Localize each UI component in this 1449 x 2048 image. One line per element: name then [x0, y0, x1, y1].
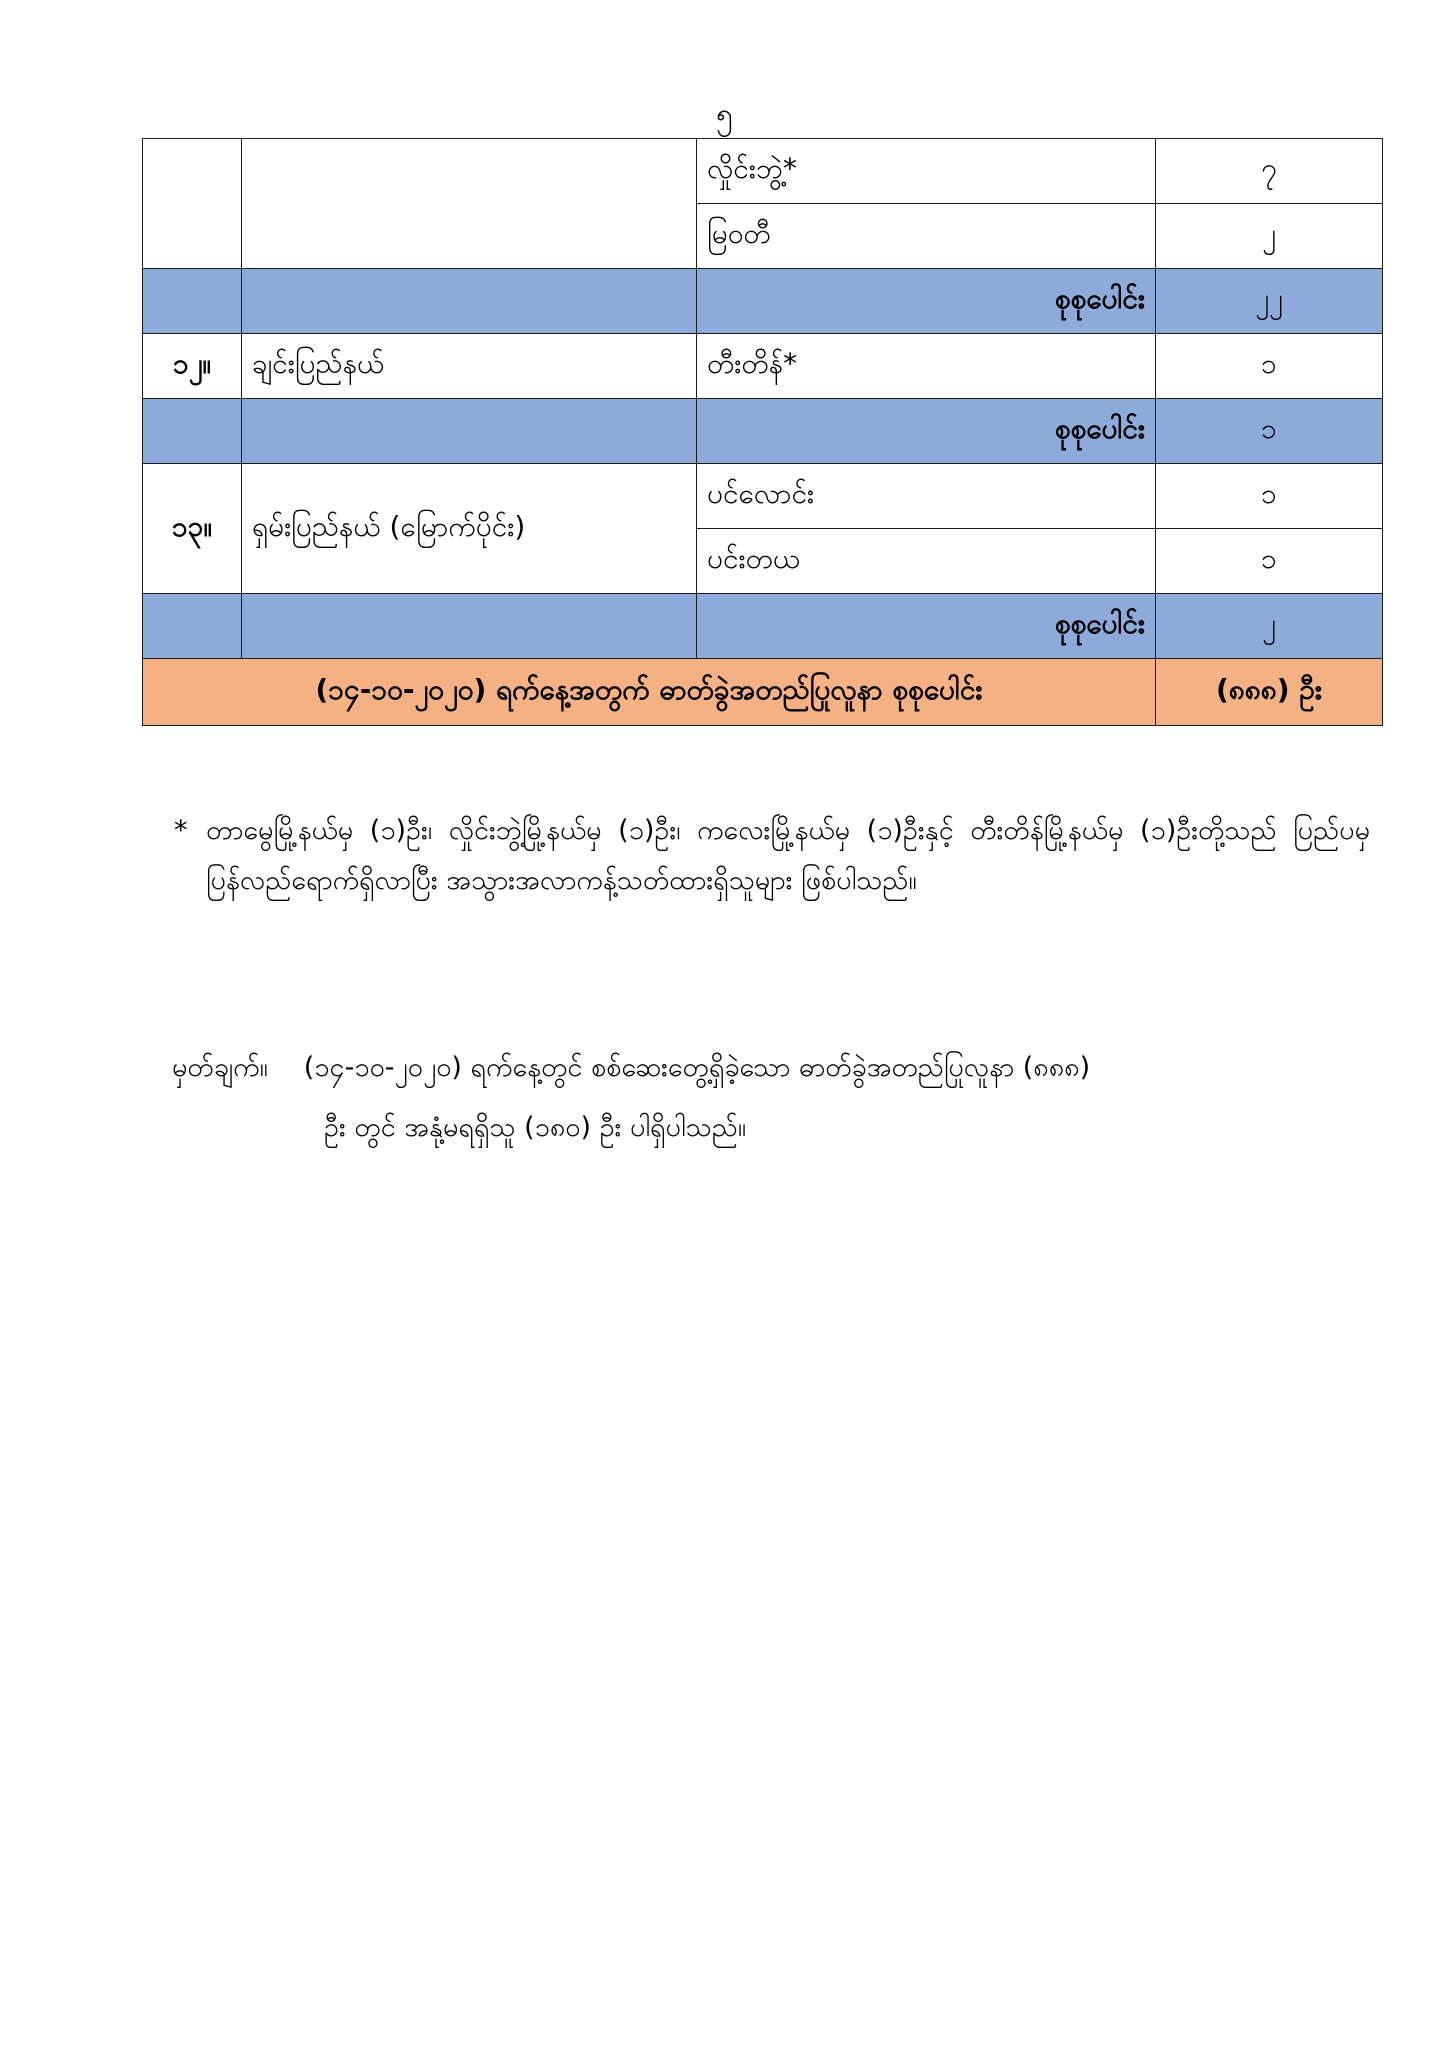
remark-label: မှတ်ချက်။	[172, 1052, 268, 1083]
township-cell: လှိုင်းဘွဲ့*	[697, 139, 1156, 204]
footnote-text: တာမွေမြို့နယ်မှ (၁)ဦး၊ လှိုင်းဘွဲ့မြို့နယ်မှ (၁)ဦး၊ ကလေးမြို့နယ်မှ (၁)ဦးနှင့် တီးတိန်မြို့နယ်မှ (၁)ဦးတို့သည် ပြည်ပမှ ပြန်လည်ရောက်ရှိလာပြီး အသွားအလာကန့်သတ်ထားရှိသူများ ဖြစ်ပါသည်။	[206, 815, 1370, 896]
township-cell: ပင်လောင်း	[697, 464, 1156, 529]
township-cell: မြဝတီ	[697, 204, 1156, 269]
township-cell: တီးတိန်*	[697, 334, 1156, 399]
subtotal-value: ၂၂	[1156, 269, 1383, 334]
count-cell: ၁	[1156, 464, 1383, 529]
empty-cell	[242, 399, 697, 464]
footnote-marker: *	[174, 815, 188, 846]
remark-line-1	[172, 1038, 1370, 1098]
grand-total-label: (၁၄-၁၀-၂၀၂၀) ရက်နေ့အတွက် ဓာတ်ခွဲအတည်ပြုလူနာ စုစုပေါင်း	[143, 659, 1156, 726]
subtotal-row	[143, 269, 1383, 334]
grand-total-value: (၈၈၈) ဦး	[1156, 659, 1383, 726]
empty-cell	[143, 269, 242, 334]
subtotal-label: စုစုပေါင်း	[697, 594, 1156, 659]
remark-text-1: (၁၄-၁၀-၂၀၂၀) ရက်နေ့တွင် စစ်ဆေးတွေ့ရှိခဲ့သော ဓာတ်ခွဲအတည်ပြုလူနာ (၈၈၈)	[303, 1052, 1091, 1083]
remark-line-2: ဦး တွင် အနုံ့မရရှိသူ (၁၈၀) ဦး ပါရှိပါသည်။	[324, 1112, 746, 1143]
subtotal-label: စုစုပေါင်း	[697, 269, 1156, 334]
grand-total-row	[143, 659, 1383, 726]
case-table	[142, 138, 1383, 726]
footnote	[174, 806, 1370, 906]
empty-cell	[242, 594, 697, 659]
row-number-cell: ၁၃။	[143, 464, 242, 594]
subtotal-row	[143, 399, 1383, 464]
region-cell: ချင်းပြည်နယ်	[242, 334, 697, 399]
count-cell: ၁	[1156, 334, 1383, 399]
row-number-cell	[143, 139, 242, 269]
count-cell: ၁	[1156, 529, 1383, 594]
empty-cell	[242, 269, 697, 334]
row-number-cell: ၁၂။	[143, 334, 242, 399]
count-cell: ၇	[1156, 139, 1383, 204]
empty-cell	[143, 399, 242, 464]
subtotal-value: ၁	[1156, 399, 1383, 464]
table-row	[143, 334, 1383, 399]
table-row	[143, 464, 1383, 529]
table-row	[143, 139, 1383, 204]
remark	[172, 1038, 1370, 1158]
count-cell: ၂	[1156, 204, 1383, 269]
subtotal-label: စုစုပေါင်း	[697, 399, 1156, 464]
region-cell: ရှမ်းပြည်နယ် (မြောက်ပိုင်း)	[242, 464, 697, 594]
township-cell: ပင်းတယ	[697, 529, 1156, 594]
region-cell	[242, 139, 697, 269]
subtotal-row	[143, 594, 1383, 659]
subtotal-value: ၂	[1156, 594, 1383, 659]
empty-cell	[143, 594, 242, 659]
page-number: ၅	[716, 97, 733, 132]
